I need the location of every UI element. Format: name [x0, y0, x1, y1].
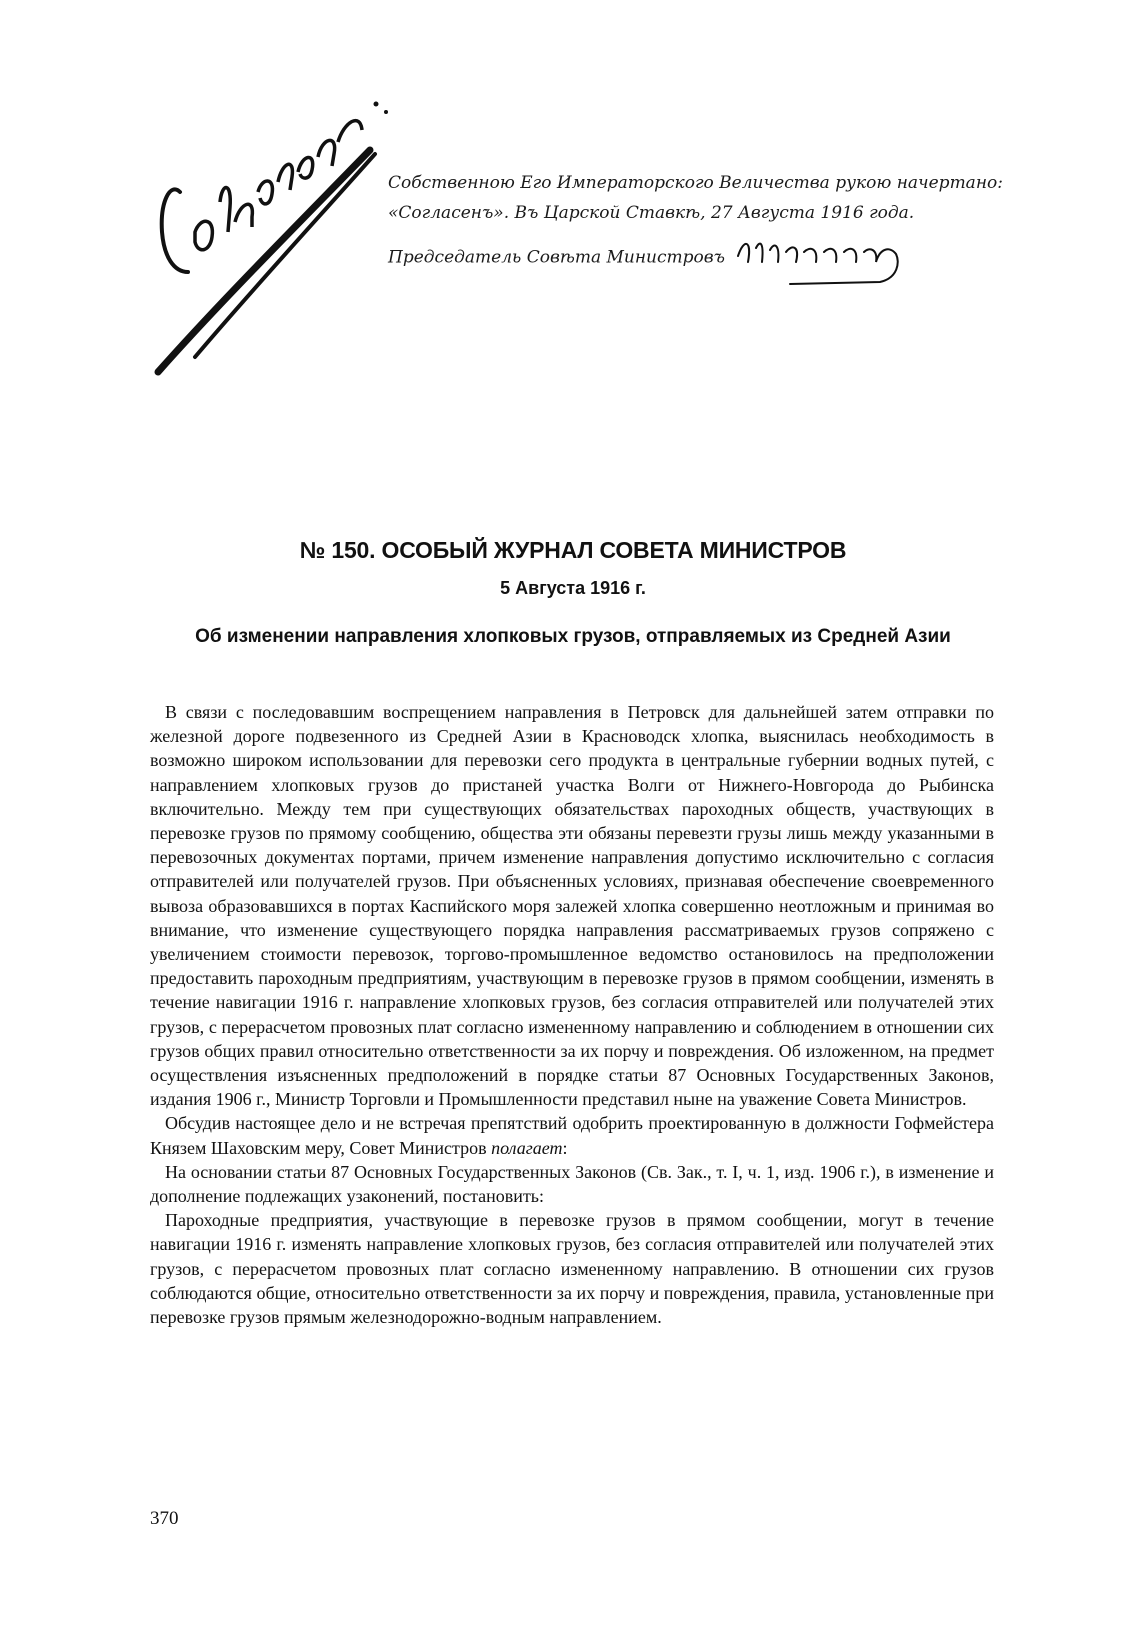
emphasis-punctuation: :	[562, 1137, 568, 1158]
document-title: № 150. ОСОБЫЙ ЖУРНАЛ СОВЕТА МИНИСТРОВ	[299, 537, 847, 563]
body-paragraph: Пароходные предприятия, участвующие в перевозке грузов в прямом сообщении, могут в течение навигации 1916 г. изменять направление хлопковых грузов, без согласия отправителей или получателей этих грузов, с перерасчетом провозных плат согласно измененному направлению. В отношении сих грузов соблюдаются общие, относительно ответственности за их порчу и повреждения, правила, установленные при перевозке грузов прямым железнодорожно-водным направлением.	[150, 1210, 994, 1328]
chairman-signature	[730, 228, 930, 288]
imperial-resolution-note	[388, 168, 1028, 318]
handwritten-signature-soglasen	[140, 82, 400, 382]
note-chairman-line	[388, 228, 1028, 288]
page-number: 370	[150, 1508, 179, 1529]
document-subtitle: Об изменении направления хлопковых грузов, отправляемых из Средней Азии	[195, 626, 951, 647]
emphasis-word: полагает	[491, 1137, 563, 1158]
note-resolution-text: Собственною Его Императорского Величества рукою начертано: «Согласенъ». Въ Царской Ставкѣ, 27 Августа 1916 года.	[388, 173, 1003, 223]
body-paragraph: В связи с последовавшим воспрещением направления в Петровск для дальнейшей затем отправки по железной дороге подвезенного из Средней Азии в Красноводск хлопка, выяснилась необходимость в возможно широком использовании для перевозки сего продукта в центральные губернии водных путей, с направлением хлопковых грузов до пристаней участка Волги от Нижнего-Новгорода до Рыбинска включительно. Между тем при существующих обязательствах пароходных обществ, участвующих в перевозке грузов по прямому сообщению, общества эти обязаны перевезти грузы лишь между указанными в перевозочных документах портами, причем изменение направления допустимо исключительно с согласия отправителей или получателей грузов. При объясненных условиях, признавая обеспечение своевременного вывоза образовавшихся в портах Каспийского моря залежей хлопка совершенно неотложным и принимая во внимание, что изменение существующего порядка направления рассматриваемых грузов сопряжено с увеличением стоимости перевозок, торгово-промышленное ведомство остановилось на предположении предоставить пароходным предприятиям, участвующим в перевозке грузов в прямом сообщении, изменять в течение навигации 1916 г. направление хлопковых грузов, без согласия отправителей или получателей этих грузов, с перерасчетом провозных плат согласно измененному направлению и соблюдением в отношении сих грузов общих правил относительно ответственности за их порчу и повреждения. Об изложенном, на предмет осуществления изъясненных предположений в порядке статьи 87 Основных Государственных Законов, издания 1906 г., Министр Торговли и Промышленности представил ныне на уважение Совета Министров.	[150, 702, 994, 1110]
note-chairman-text: Председатель Совѣта Министровъ	[388, 247, 725, 268]
document-date: 5 Августа 1916 г.	[500, 578, 646, 598]
body-paragraph	[150, 1111, 994, 1159]
body-paragraph: На основании статьи 87 Основных Государственных Законов (Св. Зак., т. I, ч. 1, изд. 1906 г.), в изменение и дополнение подлежащих узаконений, постановить:	[150, 1161, 994, 1207]
body-paragraph-text: Обсудив настоящее дело и не встречая препятствий одобрить проектированную в должности Гофмейстера Князем Шаховским меру, Совет Министров	[150, 1113, 994, 1158]
document-body	[150, 700, 994, 1329]
